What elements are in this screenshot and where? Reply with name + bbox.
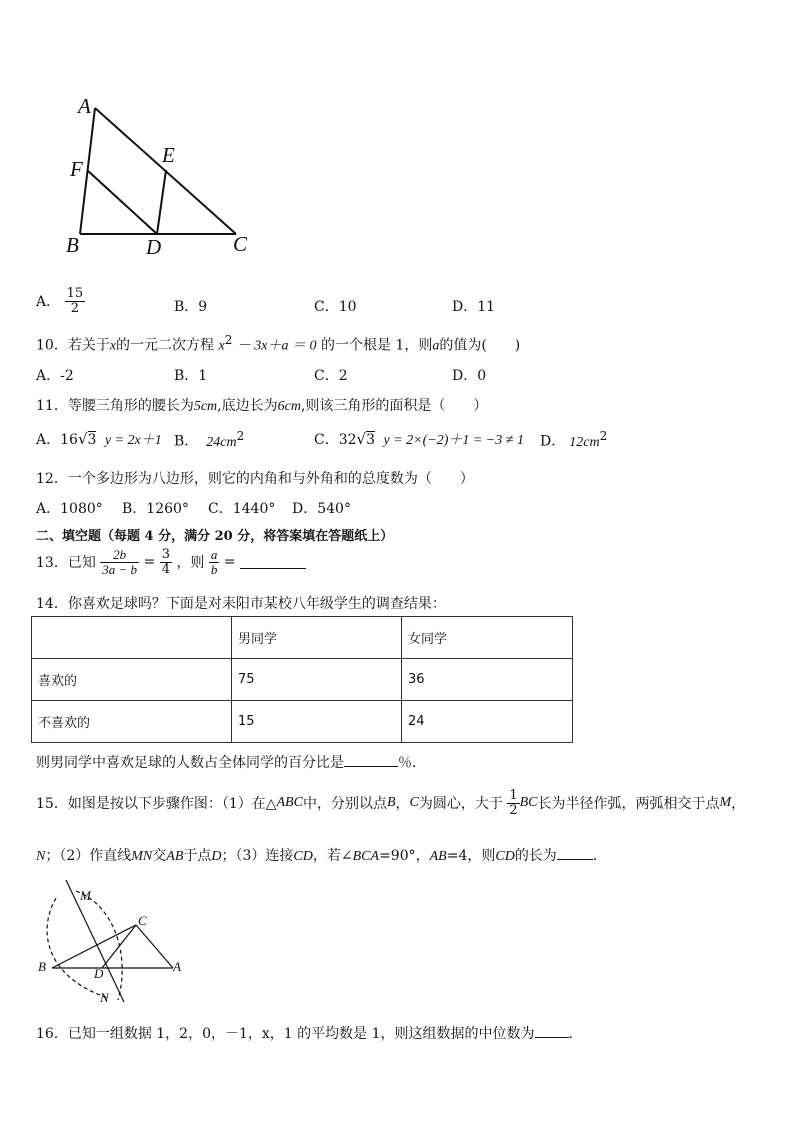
option-letter: D． [452,368,478,384]
q15-text: ；（3）连接 [221,848,294,864]
point-n: N [36,849,46,864]
option-exponent: 2 [236,429,245,443]
option-letter: B． [174,433,199,450]
q11-option-b[interactable] [174,429,244,451]
q15-text: 于点 [183,848,212,864]
fraction-15-2 [65,287,86,315]
table-cell: 24 [402,701,573,743]
q10-stem [36,333,520,355]
q16-answer-blank[interactable] [535,1024,569,1038]
point-c: C [409,795,419,811]
q11-text: ,则该三角形的面积是（ ） [300,398,488,414]
q9-option-d[interactable] [452,296,495,316]
q15-text: 15．如图是按以下步骤作图：（1）在△ [36,796,277,813]
fig2-label-a: A [173,959,181,974]
option-text: 0 [477,368,487,384]
option-letter: B． [122,501,147,517]
option-text: 10 [338,299,357,315]
q16-text: . [568,1026,573,1042]
q10-option-a[interactable] [36,365,74,385]
option-coef: 16 [60,432,78,448]
line-mn [66,880,124,1002]
segment-cd-label: CD [495,849,515,864]
option-letter: C． [314,299,339,315]
fraction-den: 4 [161,561,170,577]
option-value: 12cm [569,434,600,450]
option-letter: C． [314,368,339,384]
fraction-num: a [210,547,218,562]
q12-option-a[interactable] [36,498,103,518]
segment-ca [136,925,173,968]
option-letter: A． [36,368,61,384]
section-title: 二、填空题（每题 4 分，满分 20 分，将答案填在答题纸上） [36,529,394,544]
label-f: F [70,157,83,181]
q12-option-b[interactable] [122,498,189,518]
option-exponent: 2 [599,429,608,443]
option-text: 1080° [60,501,103,517]
q13-text: ，则 [176,555,205,572]
q16-stem [36,1023,573,1043]
fig2-label-b: B [38,959,46,974]
label-c: C [233,232,248,256]
q12-option-c[interactable] [208,498,275,518]
fraction-den: 3a − b [102,561,138,577]
fraction-one-half [507,789,519,817]
q15-text: ， [395,796,410,813]
eq-x: x [218,338,225,354]
table-header-cell: 女同学 [402,617,573,659]
point-b: B [386,795,396,811]
triangle-name: ABC [276,795,303,811]
option-letter: C． [208,501,233,517]
segment-de [157,170,166,234]
var-x: x [109,338,117,354]
label-e: E [162,143,175,167]
fraction-a-over-b [209,548,220,576]
sqrt-sign: √ [356,430,367,448]
option-equation: y = 2×(−2)＋1 = −3 ≠ 1 [383,433,524,448]
option-letter: A． [36,294,61,311]
q15-text: ，若∠ [312,848,353,864]
fig2-label-c: C [138,913,147,928]
option-letter: A． [36,501,61,517]
var-a: a [432,338,440,354]
option-letter: D． [452,299,478,315]
q15-answer-blank[interactable] [557,846,593,860]
option-letter: D． [292,501,318,517]
option-equation: y = 2x＋1 [104,433,162,448]
option-text: 11 [477,299,496,315]
q10-text: 的一元二次方程 [116,337,215,354]
option-text: 2 [338,368,348,384]
segment-cd-label: CD [293,849,313,864]
q10-number: 10． [36,337,68,354]
segment-fd [87,170,157,234]
q15-line-1 [36,789,745,817]
q14-text: ％． [398,755,426,771]
option-text: 1260° [146,501,189,517]
q10-text: 的一个根是 1，则 [320,337,433,354]
survey-table [31,616,573,743]
fig2-label-n: N [100,990,109,1005]
fraction-num: 1 [509,788,518,803]
sqrt-sign: √ [77,430,88,448]
sqrt-radicand: 3 [87,432,97,448]
fig2-label-m: M [80,888,91,903]
q15-text: 中，分别以点 [302,796,387,813]
q11-text: ,底边长为 [217,398,278,414]
option-text: 1 [198,368,208,384]
q15-text: ． [592,848,607,864]
q14-answer-blank[interactable] [344,753,398,767]
q12-option-d[interactable] [292,498,351,518]
q11-option-a[interactable] [36,429,162,449]
eq-rest: － 3x＋a ＝ 0 [236,338,317,354]
option-letter: A． [36,432,61,448]
q15-text: ， [731,796,746,813]
table-row [32,659,573,701]
equals-sign: = [223,554,236,571]
q15-text: =4，则 [446,848,496,864]
q14-stem: 14．你喜欢足球吗？下面是对耒阳市某校八年级学生的调查结果： [36,596,446,612]
leg-length: 5cm [193,399,218,414]
segment-bc [52,925,136,968]
label-b: B [66,233,79,257]
q10-text: 的值为( ) [439,337,521,354]
q15-line-2 [36,845,607,865]
fraction-num: 3 [161,547,170,562]
option-letter: C． [314,432,339,448]
segment-cd [102,925,136,968]
table-cell: 不喜欢的 [32,701,232,743]
option-letter: D． [540,433,566,450]
q15-text: 交 [152,848,167,864]
table-cell: 15 [232,701,402,743]
q15-text: 长为半径作弧，两弧相交于点 [537,796,720,813]
fraction-den: 2 [70,300,79,316]
segment-bc-label: BC [519,795,538,811]
option-text: 540° [317,501,351,517]
point-m: M [719,795,732,811]
q15-text: =90°， [379,848,430,864]
q9-option-b[interactable] [174,296,207,316]
equals-sign: = [143,554,156,571]
q13-text: 13．已知 [36,555,96,572]
q10-option-b[interactable] [174,365,207,385]
table-header-row [32,617,573,659]
q15-text: 的长为 [514,848,557,864]
fraction-num: 2b [100,548,139,563]
q11-number: 11． [36,398,68,414]
fraction-num: 15 [66,286,84,301]
fraction-den: b [210,561,218,577]
segment-ab-label: AB [429,849,447,864]
q15-text: ；（2）作直线 [45,848,132,864]
fraction-2b-over-3a-b [100,548,139,576]
q12-stem: 12．一个多边形为八边形，则它的内角和与外角和的总度数为（ ） [36,471,474,487]
option-text: 1440° [232,501,276,517]
table-header-cell [32,617,232,659]
q11-stem [36,395,487,415]
q15-text: 为圆心，大于 [418,796,503,813]
table-cell: 75 [232,659,402,701]
q10-option-d[interactable] [452,365,486,385]
option-text: 9 [198,299,208,315]
segment-ab-label: AB [166,849,184,864]
label-d: D [146,235,162,259]
fraction-den: 2 [509,802,518,818]
q10-text: 若关于 [67,337,110,354]
label-a: A [78,94,91,118]
fig2-label-d: D [94,966,104,981]
base-length: 6cm [277,399,301,414]
q13-answer-blank[interactable] [240,555,306,569]
q11-text: 等腰三角形的腰长为 [67,398,194,414]
eq-exponent: 2 [224,333,233,347]
table-cell: 36 [402,659,573,701]
line-mn: MN [131,849,153,864]
option-coef: 32 [338,432,357,448]
q14-text: 则男同学中喜欢足球的人数占全体同学的百分比是 [36,755,344,771]
option-text: -2 [60,368,74,384]
q16-text: 16．已知一组数据 1，2，0，－1，x，1 的平均数是 1，则这组数据的中位数为 [36,1026,535,1042]
fraction-3-4 [160,548,172,576]
q9-option-c[interactable] [314,296,357,316]
angle-bca: BCA [352,849,380,864]
table-cell: 喜欢的 [32,659,232,701]
table-header-cell: 男同学 [232,617,402,659]
sqrt-radicand: 3 [366,432,376,448]
point-d: D [211,849,222,864]
option-letter: B． [174,368,199,384]
q11-option-c[interactable] [314,429,524,449]
construction-figure [38,878,198,1008]
q9-option-a[interactable] [36,287,85,315]
option-value: 24cm [206,434,237,450]
q14-follow-up [36,752,426,772]
table-row [32,701,573,743]
option-letter: B． [174,299,199,315]
q10-option-c[interactable] [314,365,348,385]
q13-stem [36,548,306,576]
q11-option-d[interactable] [540,429,607,451]
